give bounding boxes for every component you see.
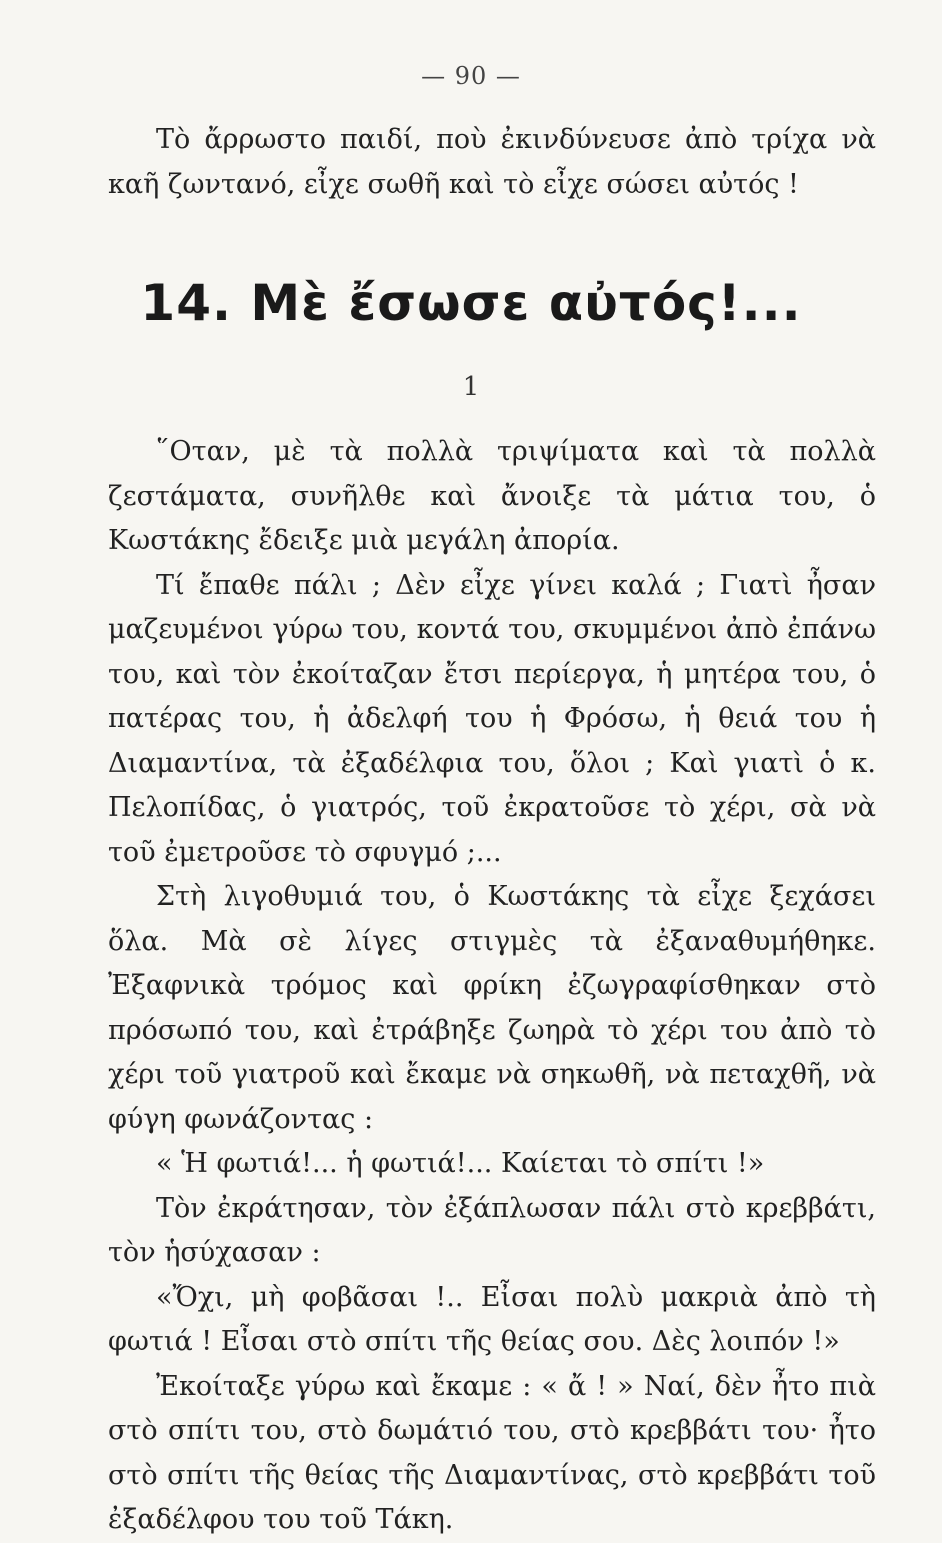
chapter-body	[108, 430, 876, 1543]
page-number: — 90 —	[421, 62, 521, 90]
paragraph: Τὸν ἐκράτησαν, τὸν ἐξάπλωσαν πάλι στὸ κρεββάτι, τὸν ἡσύχασαν :	[108, 1192, 876, 1268]
intro-text-block	[108, 118, 876, 207]
quote-paragraph: « Ἡ φωτιά!... ἡ φωτιά!... Καίεται τὸ σπίτι !»	[156, 1148, 765, 1179]
intro-paragraph: Τὸ ἄρρωστο παιδί, ποὺ ἐκινδύνευσε ἀπὸ τρίχα νὰ καῆ ζωντανό, εἶχε σωθῆ καὶ τὸ εἶχε σώσει αὐτός !	[108, 124, 876, 200]
paragraph: ῞Οταν, μὲ τὰ πολλὰ τριψίματα καὶ τὰ πολλὰ ζεστάματα, συνῆλθε καὶ ἄνοιξε τὰ μάτια του, ὁ Κωστάκης ἔδειξε μιὰ μεγάλη ἀπορία.	[108, 436, 876, 556]
paragraph: Τί ἔπαθε πάλι ; Δὲν εἶχε γίνει καλά ; Γιατὶ ἦσαν μαζευμένοι γύρω του, κοντά του, σκυμμένοι ἀπὸ ἐπάνω του, καὶ τὸν ἐκοίταζαν ἔτσι περίεργα, ἡ μητέρα του, ὁ πατέρας του, ἡ ἀδελφή του ἡ Φρόσω, ἡ θειά του ἡ Διαμαντίνα, τὰ ἐξαδέλφια του, ὅλοι ; Καὶ γιατὶ ὁ κ. Πελοπίδας, ὁ γιατρός, τοῦ ἐκρατοῦσε τὸ χέρι, σὰ νὰ τοῦ ἐμετροῦσε τὸ σφυγμό ;...	[108, 569, 876, 868]
paragraph: Στὴ λιγοθυμιά του, ὁ Κωστάκης τὰ εἶχε ξεχάσει ὅλα. Μὰ σὲ λίγες στιγμὲς τὰ ἐξαναθυμήθηκε. Ἐξαφνικὰ τρόμος καὶ φρίκη ἐζωγραφίσθηκαν στὸ πρόσωπό του, καὶ ἐτράβηξε ζωηρὰ τὸ χέρι του ἀπὸ τὸ χέρι τοῦ γιατροῦ καὶ ἔκαμε νὰ σηκωθῆ, νὰ πεταχθῆ, νὰ φύγη φωνάζοντας :	[108, 881, 876, 1135]
section-number: 1	[462, 372, 480, 402]
paragraph: Ἐκοίταξε γύρω καὶ ἔκαμε : « ἄ ! » Ναί, δὲν ἦτο πιὰ στὸ σπίτι του, στὸ δωμάτιό του, στὸ κρεββάτι του· ἦτο στὸ σπίτι τῆς θείας τῆς Διαμαντίνας, στὸ κρεββάτι τοῦ ἐξαδέλφου του τοῦ Τάκη.	[108, 1370, 876, 1535]
quote-paragraph: «Ὄχι, μὴ φοβᾶσαι !.. Εἶσαι πολὺ μακριὰ ἀπὸ τὴ φωτιά ! Εἶσαι στὸ σπίτι τῆς θείας σου. Δὲς λοιπόν !»	[108, 1281, 876, 1357]
chapter-title: 14. Μὲ ἔσωσε αὐτός!...	[140, 274, 802, 332]
